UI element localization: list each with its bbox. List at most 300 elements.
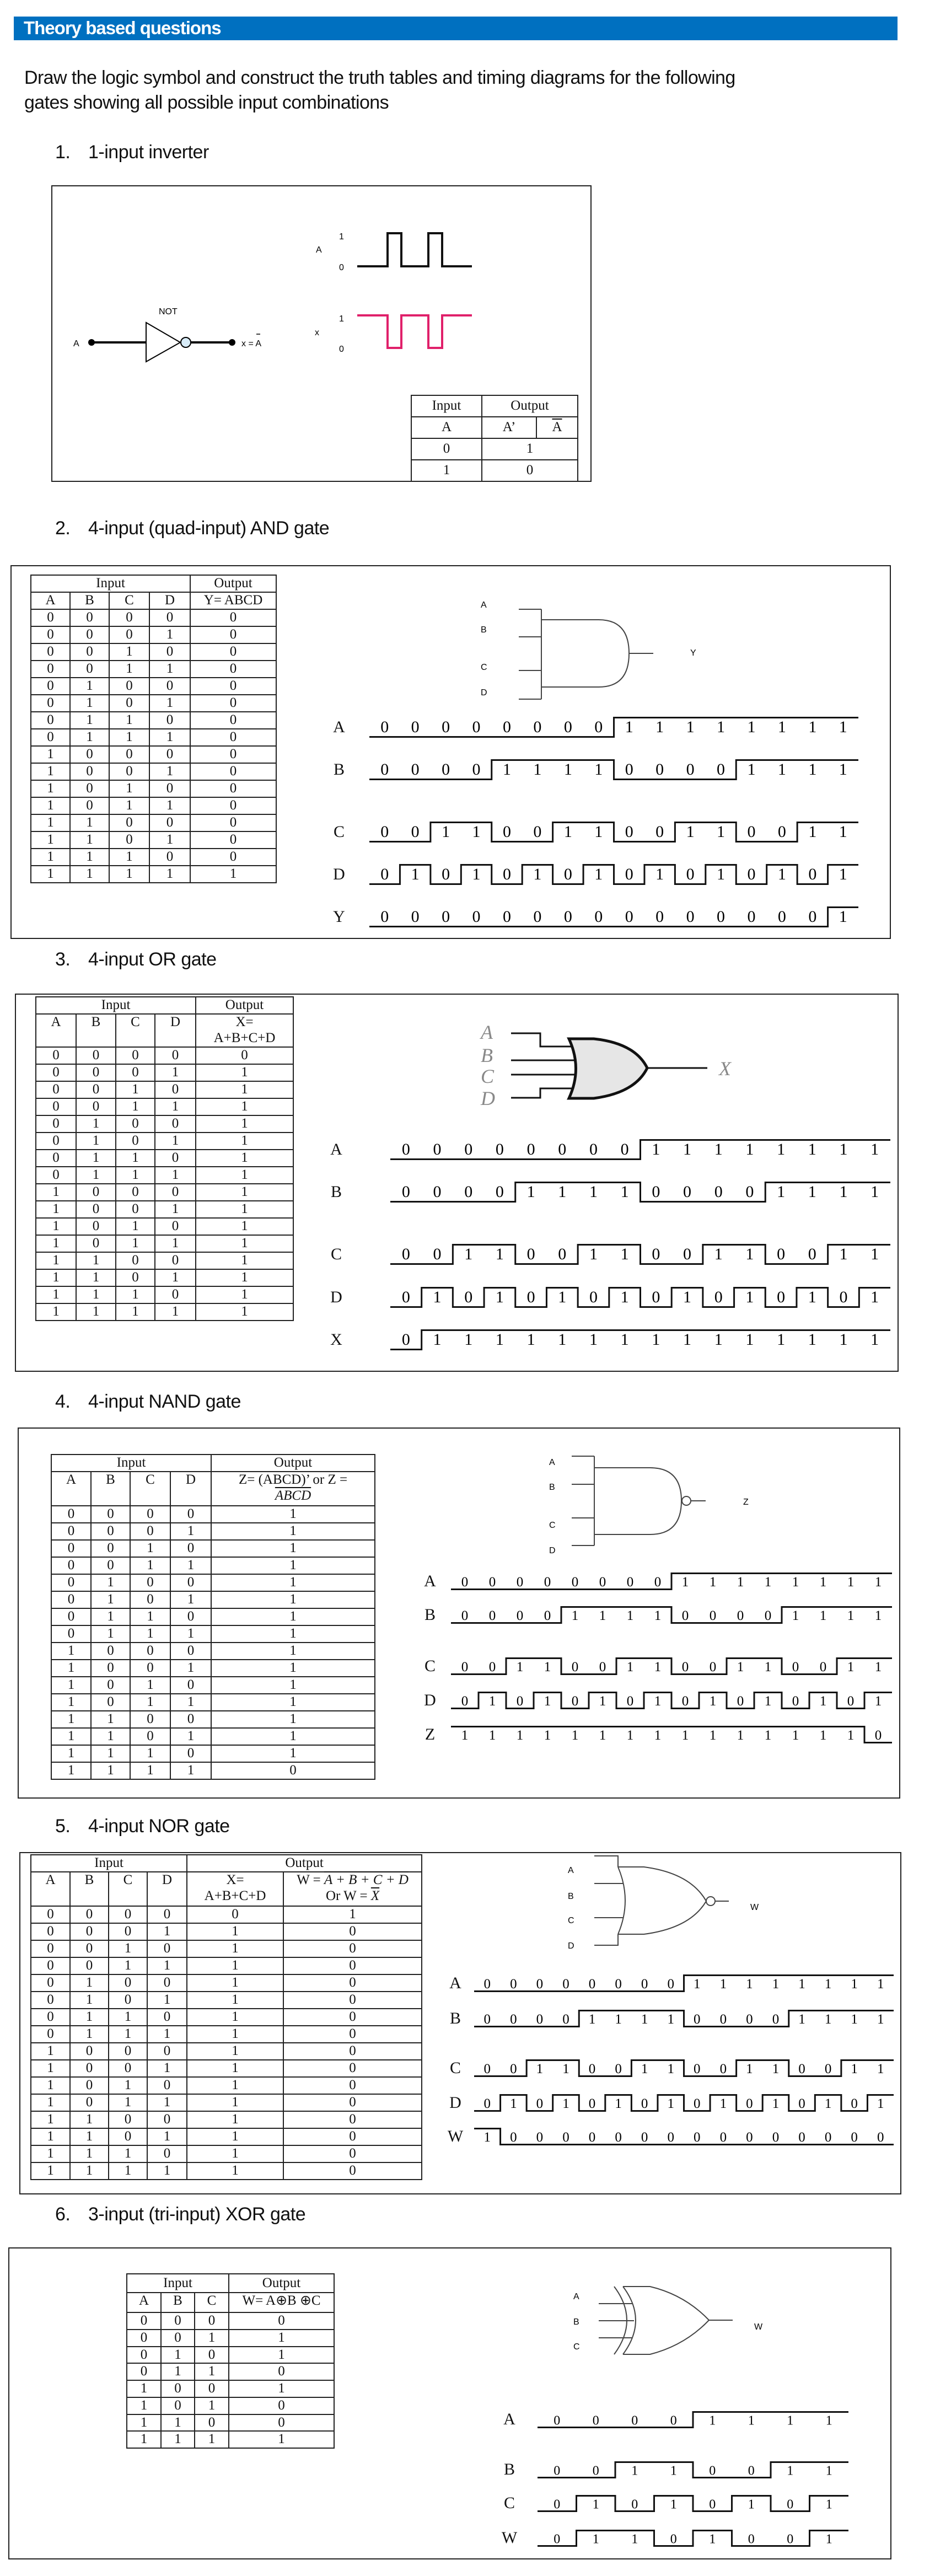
signal-value: 1 xyxy=(777,718,786,736)
table-cell: 0 xyxy=(147,2009,187,2026)
table-cell: 1 xyxy=(31,2111,70,2128)
timing-label-w: W xyxy=(447,2127,464,2145)
table-cell: 0 xyxy=(116,1064,155,1081)
signal-value: 1 xyxy=(747,718,756,736)
table-cell: 1 xyxy=(161,2347,195,2364)
signal-value: 0 xyxy=(516,1608,524,1623)
timing-label-b: B xyxy=(503,2460,515,2478)
table-cell: 0 xyxy=(147,1906,187,1923)
table-cell: 0 xyxy=(109,1906,147,1923)
signal-value: 1 xyxy=(442,823,450,841)
table-row xyxy=(36,1269,293,1286)
signal-value: 0 xyxy=(594,718,603,736)
instruction-line-1: Draw the logic symbol and construct the truth tables and timing diagrams for the following xyxy=(24,67,735,88)
table-row xyxy=(31,2060,422,2077)
table-row xyxy=(51,1660,375,1677)
section-title-xor xyxy=(55,2204,305,2225)
table-cell: 0 xyxy=(36,1133,76,1150)
section-title-text: 4-input (quad-input) AND gate xyxy=(88,518,330,539)
table-cell: 1 xyxy=(91,1711,130,1728)
signal-value: 1 xyxy=(808,1183,816,1201)
table-cell: 0 xyxy=(130,1506,170,1523)
table-cell: 1 xyxy=(109,1940,147,1957)
table-cell: 0 xyxy=(31,661,70,678)
input-header: Input xyxy=(411,395,482,417)
signal-value: 0 xyxy=(483,2062,491,2076)
table-row xyxy=(31,1974,422,1992)
inverter-truth-table xyxy=(411,395,578,482)
header-text: A xyxy=(138,2293,149,2308)
table-cell: 1 xyxy=(149,831,190,849)
table-cell: 1 xyxy=(70,866,109,883)
col-a: A xyxy=(411,417,482,438)
signal-value: 0 xyxy=(641,2096,648,2111)
signal-value: 0 xyxy=(558,1140,567,1158)
group-header: Output xyxy=(229,2274,334,2293)
wave-x-signal xyxy=(357,315,472,348)
signal-value: 1 xyxy=(670,2497,677,2511)
column-header xyxy=(283,1872,422,1906)
header-text: C xyxy=(125,593,134,608)
signal-value: 1 xyxy=(825,2464,832,2478)
signal-value: 0 xyxy=(746,2130,753,2145)
signal-value: 0 xyxy=(683,1183,692,1201)
table-cell: 0 xyxy=(109,1923,147,1940)
wave-x-label: x xyxy=(315,328,319,337)
table-cell: 0 xyxy=(190,609,276,626)
signal-value: 1 xyxy=(847,1660,855,1675)
signal-value: 1 xyxy=(714,1330,723,1349)
signal-value: 0 xyxy=(792,1660,799,1675)
signal-value: 1 xyxy=(792,1728,799,1743)
signal-value: 0 xyxy=(562,2130,569,2145)
column-header xyxy=(36,1014,76,1047)
signal-value: 0 xyxy=(709,1608,717,1623)
signal-value: 1 xyxy=(870,1288,879,1306)
table-cell: 1 xyxy=(147,1957,187,1974)
table-cell: 0 xyxy=(195,2312,229,2330)
signal-value: 0 xyxy=(544,1575,551,1590)
signal-value: 1 xyxy=(683,1288,692,1306)
table-cell: 0 xyxy=(31,695,70,712)
signal-value: 1 xyxy=(594,823,603,841)
table-cell: 1 xyxy=(187,1923,283,1940)
table-row xyxy=(51,1694,375,1711)
overline-expression: $\overline{X}$ xyxy=(370,1888,380,1903)
column-header xyxy=(187,1872,283,1906)
signal-value: 1 xyxy=(681,1728,689,1743)
table-cell: 0 xyxy=(31,1957,70,1974)
table-row xyxy=(127,2397,334,2414)
table-cell: 1 xyxy=(70,2026,109,2043)
table-cell: 0 xyxy=(31,678,70,695)
section-banner xyxy=(14,17,898,40)
signal-value: 0 xyxy=(652,1288,660,1306)
column-header-row xyxy=(51,1472,375,1506)
table-cell: 0 xyxy=(283,1923,422,1940)
signal-value: 1 xyxy=(824,2012,832,2027)
table-cell: 1 xyxy=(147,1992,187,2009)
signal-value: 1 xyxy=(772,1977,780,1992)
table-cell: 0 xyxy=(109,678,149,695)
signal-value: 1 xyxy=(433,1288,442,1306)
signal-value: 0 xyxy=(380,908,389,926)
table-row xyxy=(36,1047,293,1064)
table-row xyxy=(31,866,276,883)
signal-value: 0 xyxy=(851,2130,858,2145)
table-cell: 0 xyxy=(149,643,190,661)
table-row xyxy=(36,1150,293,1167)
signal-value: 1 xyxy=(495,1330,504,1349)
signal-value: 1 xyxy=(808,1288,816,1306)
gate-input-c: C xyxy=(549,1521,556,1530)
table-cell: 0 xyxy=(91,1557,130,1574)
table-cell: 1 xyxy=(170,1694,211,1711)
signal-value: 1 xyxy=(592,2497,599,2511)
signal-value: 1 xyxy=(745,1288,754,1306)
signal-value: 1 xyxy=(654,1728,662,1743)
table-cell: 0 xyxy=(190,763,276,780)
table-cell: 1 xyxy=(195,2431,229,2448)
table-cell: 1 xyxy=(109,1957,147,1974)
signal-value: 1 xyxy=(847,1575,855,1590)
column-header xyxy=(51,1472,91,1506)
table-row xyxy=(36,1184,293,1201)
table-cell: 1 xyxy=(161,2363,195,2380)
timing-label-a: A xyxy=(449,1974,461,1992)
signal-value: 1 xyxy=(792,1575,799,1590)
signal-value: 0 xyxy=(502,718,511,736)
signal-value: 1 xyxy=(588,2012,596,2027)
nand-truth-table xyxy=(51,1454,375,1780)
table-cell: 0 xyxy=(130,1728,170,1745)
table-cell: 0 xyxy=(91,1523,130,1540)
signal-value: 1 xyxy=(870,1140,879,1158)
signal-value: 0 xyxy=(401,1288,410,1306)
signal-value: 0 xyxy=(401,1330,410,1349)
table-row xyxy=(51,1523,375,1540)
table-cell: 0 xyxy=(170,1745,211,1762)
table-cell: 1 xyxy=(109,797,149,814)
table-cell: 0 xyxy=(170,1574,211,1591)
table-cell: 1 xyxy=(116,1303,155,1321)
column-header xyxy=(91,1472,130,1506)
signal-value: 1 xyxy=(599,1728,606,1743)
signal-value: 1 xyxy=(655,865,664,883)
table-row xyxy=(36,1252,293,1269)
table-cell: 1 xyxy=(196,1098,293,1115)
table-cell: 1 xyxy=(70,2009,109,2026)
header-text: A xyxy=(45,593,56,608)
signal-value: 1 xyxy=(594,760,603,779)
group-header: Input xyxy=(36,997,196,1014)
table-cell: 1 xyxy=(70,2162,109,2180)
table-cell: 1 xyxy=(211,1677,375,1694)
table-cell: 0 xyxy=(31,1974,70,1992)
table-cell: 0 xyxy=(283,2111,422,2128)
signal-value: 0 xyxy=(747,823,756,841)
table-cell: 0 xyxy=(229,2414,334,2432)
signal-value: 0 xyxy=(563,908,572,926)
section-number: 1. xyxy=(55,142,71,163)
signal-value: 0 xyxy=(615,1977,622,1992)
table-row xyxy=(51,1574,375,1591)
banner-title: Theory based questions xyxy=(24,18,221,38)
table-row xyxy=(36,1218,293,1235)
signal-value: 1 xyxy=(558,1330,567,1349)
signal-value: 1 xyxy=(654,1694,662,1709)
table-cell: 0 xyxy=(70,626,109,643)
signal-value: 0 xyxy=(589,1140,598,1158)
signal-value: 0 xyxy=(554,2464,561,2478)
signal-value: 1 xyxy=(748,2413,755,2428)
signal-value: 0 xyxy=(464,1288,473,1306)
timing-waveform-d xyxy=(474,2094,894,2112)
signal-value: 1 xyxy=(874,1660,882,1675)
signal-value: 1 xyxy=(874,1608,882,1623)
header-text: Y= ABCD xyxy=(203,593,263,608)
signal-value: 0 xyxy=(442,908,450,926)
table-cell: 1 xyxy=(76,1167,116,1184)
signal-value: 0 xyxy=(589,1288,598,1306)
signal-value: 0 xyxy=(839,1288,848,1306)
signal-value: 1 xyxy=(686,718,695,736)
timing-waveform-a xyxy=(474,1974,894,1992)
table-cell: 0 xyxy=(283,2026,422,2043)
cell: 0 xyxy=(482,460,578,481)
signal-value: 1 xyxy=(717,865,726,883)
signal-value: 0 xyxy=(483,2012,491,2027)
table-cell: 1 xyxy=(211,1557,375,1574)
and-gate-symbol xyxy=(470,597,701,707)
table-cell: 0 xyxy=(195,2347,229,2364)
signal-value: 0 xyxy=(510,1977,517,1992)
signal-value: 0 xyxy=(652,1245,660,1263)
header-text: B xyxy=(173,2293,182,2308)
column-header-row xyxy=(127,2293,334,2312)
table-cell: 1 xyxy=(229,2347,334,2364)
signal-value: 1 xyxy=(626,1728,634,1743)
signal-value: 0 xyxy=(488,1660,496,1675)
table-cell: 0 xyxy=(147,2077,187,2094)
table-cell: 0 xyxy=(109,2111,147,2128)
signal-value: 1 xyxy=(544,1660,551,1675)
table-cell: 1 xyxy=(155,1269,196,1286)
table-cell: 0 xyxy=(36,1098,76,1115)
signal-value: 1 xyxy=(495,1245,504,1263)
table-cell: 1 xyxy=(187,2145,283,2162)
signal-value: 0 xyxy=(536,2130,544,2145)
timing-label-a: A xyxy=(333,718,345,736)
timing-label-d: D xyxy=(330,1288,342,1306)
table-cell: 1 xyxy=(70,695,109,712)
table-cell: 1 xyxy=(116,1286,155,1303)
table-cell: 1 xyxy=(147,2060,187,2077)
signal-value: 0 xyxy=(615,2130,622,2145)
signal-value: 0 xyxy=(536,1977,544,1992)
table-cell: 1 xyxy=(130,1608,170,1625)
header-text: D xyxy=(164,593,175,608)
table-cell: 0 xyxy=(155,1184,196,1201)
signal-value: 1 xyxy=(839,1330,848,1349)
signal-value: 1 xyxy=(851,1977,858,1992)
signal-value: 1 xyxy=(461,1728,469,1743)
table-cell: 1 xyxy=(31,746,70,763)
table-row xyxy=(31,643,276,661)
table-row xyxy=(127,2312,334,2330)
signal-value: 0 xyxy=(626,1575,634,1590)
table-cell: 1 xyxy=(116,1167,155,1184)
table-cell: 1 xyxy=(149,695,190,712)
header-text: B xyxy=(84,1872,94,1887)
section-number: 2. xyxy=(55,518,71,539)
signal-value: 0 xyxy=(655,908,664,926)
wave-a-signal xyxy=(357,233,472,266)
signal-value: 1 xyxy=(683,1330,692,1349)
table-cell: 0 xyxy=(130,1591,170,1608)
timing-waveform-b xyxy=(451,1606,892,1624)
signal-value: 1 xyxy=(847,1728,855,1743)
table-cell: 0 xyxy=(155,1150,196,1167)
overline-expression: ABCD xyxy=(275,1488,311,1503)
table-cell: 0 xyxy=(70,2077,109,2094)
signal-value: 1 xyxy=(654,1660,662,1675)
table-row xyxy=(31,678,276,695)
table-cell: 1 xyxy=(196,1167,293,1184)
signal-value: 1 xyxy=(819,1575,827,1590)
timing-label-y: Y xyxy=(333,908,345,926)
signal-value: 1 xyxy=(589,1183,598,1201)
signal-value: 0 xyxy=(719,2012,727,2027)
table-cell: 1 xyxy=(211,1608,375,1625)
signal-value: 1 xyxy=(631,2464,638,2478)
table-cell: 0 xyxy=(190,643,276,661)
signal-value: 0 xyxy=(526,1140,535,1158)
signal-value: 1 xyxy=(488,1694,496,1709)
table-cell: 0 xyxy=(76,1098,116,1115)
table-cell: 1 xyxy=(187,2077,283,2094)
table-cell: 0 xyxy=(283,2060,422,2077)
signal-value: 1 xyxy=(592,2532,599,2546)
signal-value: 0 xyxy=(411,823,420,841)
table-cell: 0 xyxy=(190,746,276,763)
table-row xyxy=(31,1906,422,1923)
signal-value: 1 xyxy=(562,2096,569,2111)
signal-value: 0 xyxy=(588,2062,596,2076)
table-cell: 1 xyxy=(149,626,190,643)
signal-value: 1 xyxy=(654,1608,662,1623)
signal-value: 0 xyxy=(847,1694,855,1709)
signal-value: 1 xyxy=(839,1245,848,1263)
table-row xyxy=(127,2330,334,2347)
table-cell: 1 xyxy=(196,1115,293,1133)
section-number: 3. xyxy=(55,949,71,970)
table-cell: 0 xyxy=(31,643,70,661)
signal-value: 1 xyxy=(709,1694,717,1709)
signal-value: 0 xyxy=(488,1608,496,1623)
signal-value: 1 xyxy=(709,1728,717,1743)
table-cell: 1 xyxy=(109,729,149,746)
group-header: Input xyxy=(127,2274,229,2293)
signal-value: 0 xyxy=(588,2130,596,2145)
table-cell: 1 xyxy=(76,1133,116,1150)
wave-a-low-label: 0 xyxy=(339,263,344,272)
signal-value: 1 xyxy=(563,760,572,779)
signal-value: 1 xyxy=(719,2096,727,2111)
table-cell: 1 xyxy=(70,1974,109,1992)
signal-value: 0 xyxy=(554,2532,561,2546)
signal-value: 0 xyxy=(380,823,389,841)
table-row xyxy=(36,1133,293,1150)
table-cell: 0 xyxy=(109,763,149,780)
signal-value: 1 xyxy=(745,1245,754,1263)
signal-value: 1 xyxy=(824,1977,832,1992)
signal-value: 0 xyxy=(472,908,481,926)
column-header xyxy=(196,1014,293,1047)
header-text: C xyxy=(131,1015,140,1029)
table-row xyxy=(51,1728,375,1745)
table-cell: 1 xyxy=(149,866,190,883)
table-cell: 1 xyxy=(229,2380,334,2397)
timing-waveform-x xyxy=(390,1329,890,1350)
table-row xyxy=(31,797,276,814)
table-row xyxy=(51,1540,375,1557)
timing-waveform-w xyxy=(538,2530,848,2547)
timing-waveform-c xyxy=(474,2059,894,2077)
table-cell: 0 xyxy=(70,2060,109,2077)
signal-value: 0 xyxy=(516,1694,524,1709)
header-text: B xyxy=(106,1472,115,1487)
gate-input-b: B xyxy=(549,1483,555,1492)
table-cell: 0 xyxy=(283,1957,422,1974)
table-cell: 0 xyxy=(170,1677,211,1694)
table-cell: 0 xyxy=(147,2111,187,2128)
table-cell: 0 xyxy=(31,729,70,746)
signal-value: 0 xyxy=(526,1245,535,1263)
signal-value: 1 xyxy=(851,2012,858,2027)
wave-x-high-label: 1 xyxy=(339,314,344,324)
timing-waveform-a xyxy=(538,2411,848,2428)
signal-value: 1 xyxy=(620,1288,629,1306)
table-cell: 0 xyxy=(170,1540,211,1557)
signal-value: 1 xyxy=(877,1977,884,1992)
signal-value: 0 xyxy=(563,718,572,736)
table-row xyxy=(31,763,276,780)
inverter-panel xyxy=(51,185,592,482)
table-cell: 1 xyxy=(116,1150,155,1167)
table-cell: 0 xyxy=(283,1974,422,1992)
table-cell: 0 xyxy=(283,2009,422,2026)
table-cell: 1 xyxy=(211,1540,375,1557)
signal-value: 1 xyxy=(877,2012,884,2027)
signal-value: 1 xyxy=(839,718,847,736)
signal-value: 0 xyxy=(641,1977,648,1992)
signal-value: 1 xyxy=(777,1183,786,1201)
table-cell: 0 xyxy=(109,2128,147,2145)
table-cell: 1 xyxy=(36,1252,76,1269)
timing-label-d: D xyxy=(333,865,345,883)
table-cell: 0 xyxy=(190,797,276,814)
signal-value: 0 xyxy=(510,2062,517,2076)
signal-value: 1 xyxy=(464,1330,473,1349)
signal-value: 0 xyxy=(536,2096,544,2111)
signal-value: 0 xyxy=(562,1977,569,1992)
signal-value: 0 xyxy=(747,908,756,926)
table-cell: 0 xyxy=(109,626,149,643)
table-row xyxy=(31,712,276,729)
table-cell: 1 xyxy=(127,2414,161,2432)
table-cell: 0 xyxy=(170,1711,211,1728)
